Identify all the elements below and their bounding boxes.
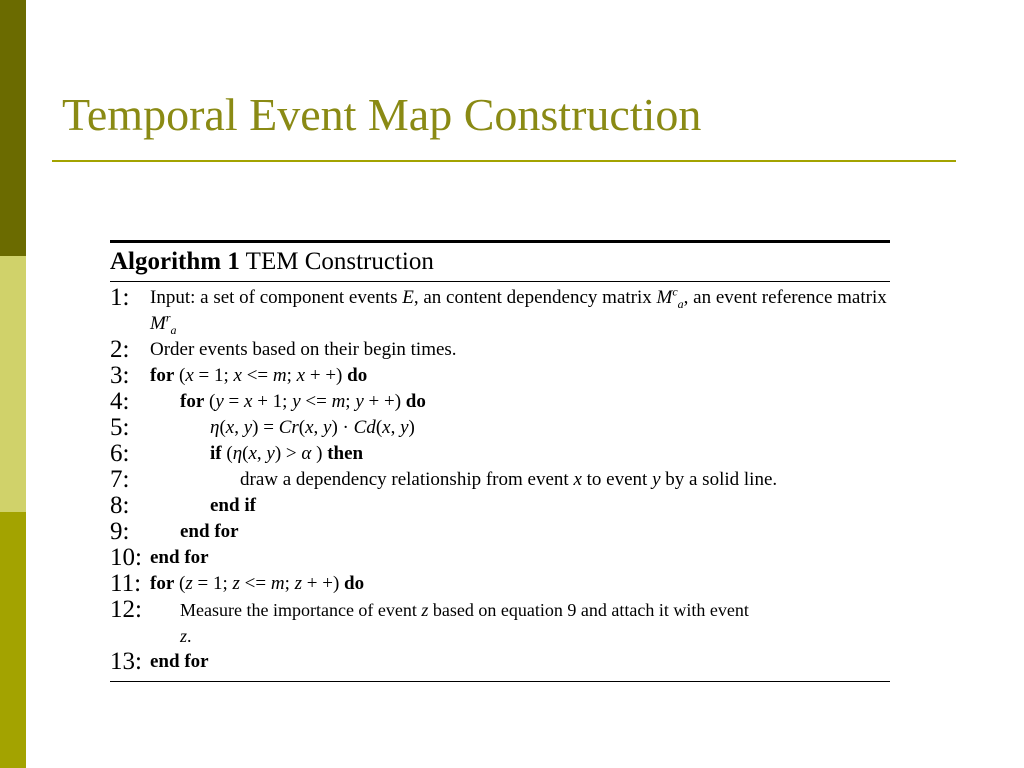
line-text: end for — [180, 521, 239, 542]
algorithm-line-3 — [110, 363, 890, 389]
line-text: Measure the importance of event z based on equation 9 and attach it with event z. — [180, 600, 749, 646]
algorithm-line-2 — [110, 337, 890, 363]
algorithm-line-7 — [110, 467, 890, 493]
line-number: 5: — [110, 414, 130, 441]
algorithm-label: Algorithm 1 — [110, 248, 240, 275]
line-text: Input: a set of component events E, an content dependency matrix $M^c_a$, an event reference matrix $M^r_a$ — [150, 284, 887, 337]
algorithm-line-13 — [110, 649, 890, 675]
line-text: Order events based on their begin times. — [150, 339, 457, 360]
algorithm-line-6 — [110, 441, 890, 467]
line-number: 9: — [110, 518, 130, 545]
algorithm-line-10 — [110, 545, 890, 571]
algorithm-line-8 — [110, 493, 890, 519]
line-text: end if — [210, 495, 256, 516]
line-number: 6: — [110, 440, 130, 467]
title-underline — [52, 160, 956, 162]
line-number: 7: — [110, 466, 130, 493]
sidebar-stripe-middle — [0, 256, 26, 512]
line-number: 3: — [110, 362, 130, 389]
line-number: 2: — [110, 336, 130, 363]
line-number: 13: — [110, 648, 142, 675]
line-text: draw a dependency relationship from event x to event y by a solid line. — [240, 469, 778, 490]
slide-title: Temporal Event Map Construction — [62, 89, 702, 140]
algorithm-line-1 — [110, 285, 890, 337]
algorithm-bottom-rule — [110, 681, 890, 682]
line-text: for (x = 1; x <= m; x + +) do — [150, 365, 368, 386]
algorithm-name: TEM Construction — [245, 248, 434, 275]
line-text: end for — [150, 547, 209, 568]
line-text: for (z = 1; z <= m; z + +) do — [150, 573, 365, 594]
line-text: if (η(x, y) > α ) then — [210, 443, 364, 464]
line-text: η(x, y) = Cr(x, y) · Cd(x, y) — [210, 417, 415, 438]
algorithm-line-9 — [110, 519, 890, 545]
algorithm-line-11 — [110, 571, 890, 597]
line-number: 12: — [110, 596, 142, 623]
sidebar-stripe-top — [0, 0, 26, 256]
algorithm-line-12 — [110, 597, 890, 649]
algorithm-line-5 — [110, 415, 890, 441]
line-text: end for — [150, 651, 209, 672]
line-number: 10: — [110, 544, 142, 571]
line-number: 4: — [110, 388, 130, 415]
algorithm-header — [110, 243, 890, 277]
line-number: 11: — [110, 570, 142, 597]
sidebar-stripe-bottom — [0, 512, 26, 768]
algorithm-box — [110, 240, 890, 682]
algorithm-line-4 — [110, 389, 890, 415]
line-text: for (y = x + 1; y <= m; y + +) do — [180, 391, 426, 412]
algorithm-header-rule — [110, 281, 890, 282]
line-number: 1: — [110, 284, 130, 311]
algorithm-lines — [110, 285, 890, 675]
line-number: 8: — [110, 492, 130, 519]
